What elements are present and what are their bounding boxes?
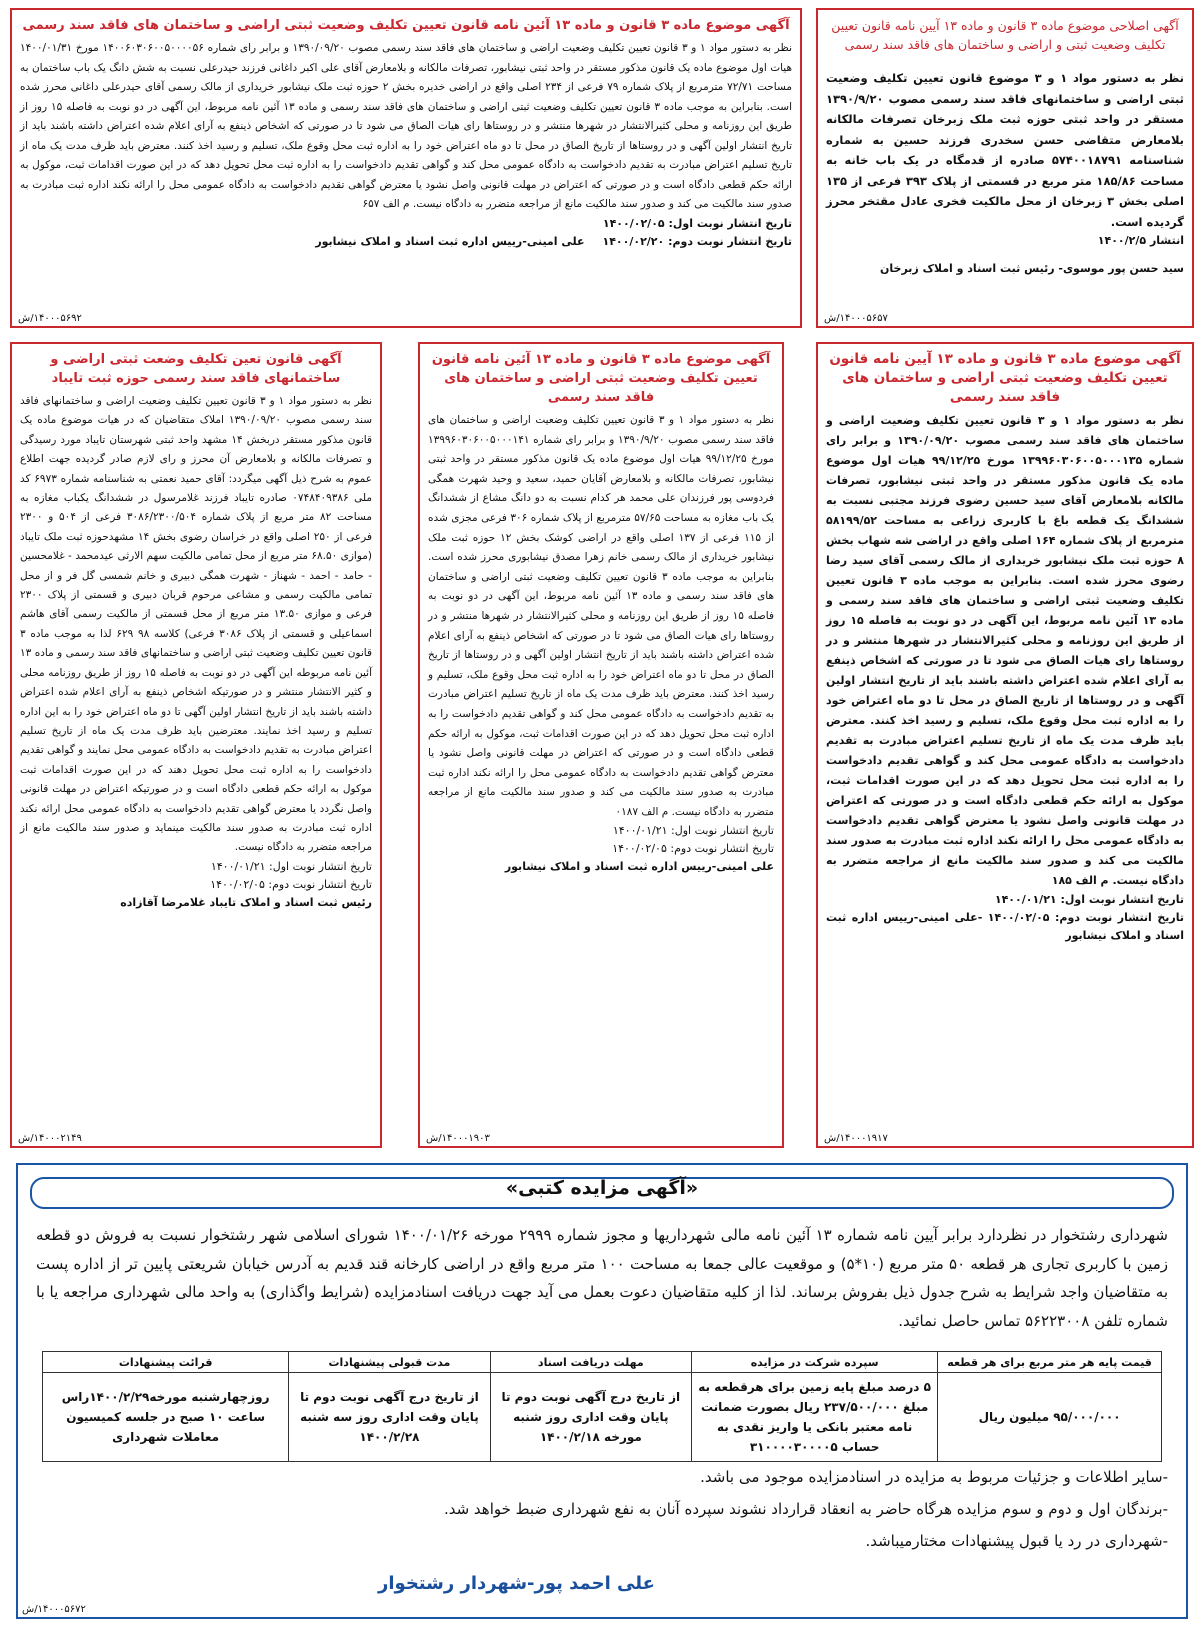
ad-date-second: تاریخ انتشار نوبت دوم: ۱۴۰۰/۰۲/۰۵ (612, 842, 774, 856)
table-header: مهلت دریافت اسناد (490, 1352, 691, 1373)
ad-nishabur-ferdowsipour (418, 342, 784, 1148)
table-cell: روزچهارشنبه مورخه۱۴۰۰/۲/۲۹راس ساعت ۱۰ صبح در جلسه کمیسیون معاملات شهرداری (43, 1373, 289, 1462)
ad-title: آگهی قانون تعین تکلیف وضعت ثبتی اراضی و ساختمانهای فاقد سند رسمی حوزه ثبت تایباد (50, 352, 342, 386)
table-cell: ۹۵/۰۰۰/۰۰۰ میلیون ریال (938, 1373, 1162, 1462)
ad-taybad (10, 342, 382, 1148)
ad-signer: علی امینی-رییس اداره ثبت اسناد و املاک نیشابور (315, 234, 585, 248)
ad-body: نظر به دستور مواد ۱ و ۳ قانون تعیین تکلیف وضعیت اراضی و ساختمان های فاقد سند رسمی مصوب ۱۳۹۰/۰۹/۲۰ و برابر رای شماره ۱۳۹۹۶۰۳۰۶۰۰۵۰۰۰۱۳۵ مورخ ۹۹/۱۲/۲۵ هیات اول موضوع ماده یک قانون مذکور مستقر در واحد ثبتی نیشابور، تصرفات مالکانه بلامعارض آقای سید حسین رضوی فرزند مجتبی نسبت به ششدانگ یک قطعه باغ با کاربری زراعی به مساحت ۵۸۱۹۹/۵۲ مترمربع از پلاک شماره ۱۶۴ اصلی واقع در اراضی شه شهاب بخش ۸ حوزه ثبت ملک نیشابور خریداری از مالک رسمی آقای سید رضا رضوی محرز شده است. بنابراین به موجب ماده ۳ قانون تعیین تکلیف وضعیت ثبتی اراضی و ساختمان های فاقد سند رسمی و ماده ۱۳ آئین نامه مربوط، این آگهی در دو نوبت به فاصله ۱۵ روز از طریق این روزنامه و محلی کثیرالانتشار در شهرها منتشر و در روستاها رای هیات الصاق می شود تا در صورتی که اشخاص ذینفع به آرای اعلام شده اعتراض داشته باشند باید از تاریخ انتشار اولین آگهی و در روستاها از تاریخ الصاق در محل تا دو ماه اعتراض خود را به اداره ثبت محل وقوع ملک، تسلیم و رسید اخذ کنند. معترض باید ظرف مدت یک ماه از تاریخ تسلیم اعتراض مبادرت به تقدیم دادخواست به دادگاه عمومی محل کند و گواهی تقدیم دادخواست را به اداره ثبت محل تحویل دهد که در این صورت اقدامات ثبت، موکول به ارائه حکم قطعی دادگاه است و در صورتی که اعتراض در مهلت قانونی واصل نشود یا معترض گواهی تقدیم دادخواست به دادگاه عمومی محل را ارائه نکند اداره ثبت مبادرت به صدور سند مالکیت می کند و صدور سند مالکیت مانع از مراجعه متضرر به دادگاه نیست. م الف ۱۸۵ (826, 414, 1184, 887)
ad-date: انتشار ۱۴۰۰/۲/۵ (1097, 234, 1184, 247)
ad-nishabur-daghani (10, 8, 802, 328)
table-cell: ۵ درصد مبلغ پایه زمین برای هرقطعه به مبلغ ۲۳۷/۵۰۰/۰۰۰ ریال بصورت ضمانت نامه معتبر بانکی یا واریز نقدی به حساب ۳۱۰۰۰۰۳۰۰۰۰۵ (692, 1373, 938, 1462)
table-header: قیمت پایه هر متر مربع برای هر قطعه (938, 1352, 1162, 1373)
ad-code: ۱۴۰۰۰۲۱۴۹/ش (18, 1133, 82, 1144)
ad-footer (20, 233, 792, 251)
ad-date-first: تاریخ انتشار نوبت اول: ۱۴۰۰/۰۲/۰۵ (602, 216, 792, 230)
auction-note: -سایر اطلاعات و جزئیات مربوط به مزایده در اسنادمزایده موجود می باشد. (700, 1468, 1168, 1486)
ad-signer: رئیس ثبت اسناد و املاک تایباد غلامرضا آقازاده (120, 895, 372, 909)
ad-title: آگهی موضوع ماده ۳ قانون و ماده ۱۳ آئین نامه قانون تعیین تکلیف وضعیت ثبتی اراضی و ساختمان های فاقد سند رسمی (22, 18, 790, 33)
ad-code: ۱۴۰۰۰۵۶۹۲/ش (18, 313, 82, 324)
ad-date-first: تاریخ انتشار نوبت اول: ۱۴۰۰/۰۱/۲۱ (210, 859, 372, 873)
ad-code: ۱۴۰۰۰۱۹۰۳/ش (426, 1133, 490, 1144)
auction-ad (16, 1163, 1188, 1619)
ad-nishabur-razavi (816, 342, 1194, 1148)
ad-dates (20, 215, 792, 233)
ad-date-first: تاریخ انتشار نوبت اول: ۱۴۰۰/۰۱/۲۱ (612, 824, 774, 838)
auction-notes (36, 1461, 1168, 1557)
ad-title: آگهی موضوع ماده ۳ قانون و ماده ۱۳ آیین نامه قانون تعیین تکلیف وضعیت ثبتی اراضی و ساختمان های فاقد سند رسمی (829, 351, 1181, 405)
table-header-row (43, 1352, 1162, 1373)
table-header: سپرده شرکت در مزایده (692, 1352, 938, 1373)
auction-table (42, 1351, 1162, 1462)
table-row (43, 1373, 1162, 1462)
ad-body: نظر به دستور مواد ۱ و ۳ قانون تعیین تکلیف وضعیت اراضی و ساختمان های فاقد سند رسمی مصوب ۱۳۹۰/۰۹/۲۰ و برابر رای شماره ۱۴۰۰۶۰۳۰۶۰۰۵۰۰۰۰۵۶ مورخ ۱۴۰۰/۰۱/۳۱ هیات اول موضوع ماده یک قانون مذکور مستقر در واحد ثبتی نیشابور، تصرفات مالکانه و بلامعارض آقای علی اکبر داغانی فرزند حیدرعلی نسبت به شش دانگ یک باب ساختمان به مساحت ۷۲/۷۱ مترمربع از پلاک شماره ۷۹ فرعی از ۲۳۴ اصلی واقع در اراضی خدیره بخش ۲ حوزه ثبت ملک نیشابور خریداری از مالک رسمی آقای حیدرعلی داغانی محرز شده است. بنابراین به موجب ماده ۳ قانون تعیین تکلیف وضعیت ثبتی اراضی و ساختمان های فاقد سند رسمی و ماده ۱۳ آئین نامه مربوط، این آگهی در دو نوبت به فاصله ۱۵ روز از طریق این روزنامه و محلی کثیرالانتشار در شهرها منتشر و در روستاها رای هیات الصاق می شود تا در صورتی که اشخاص ذینفع به آرای اعلام شده اعتراض داشته باشند باید از تاریخ انتشار اولین آگهی و در روستاها از تاریخ الصاق در محل تا دو ماه اعتراض خود را به اداره ثبت محل وقوع ملک، تسلیم و رسید اخذ کنند. معترض باید ظرف مدت یک ماه از تاریخ تسلیم اعتراض مبادرت به تقدیم دادخواست به دادگاه عمومی محل کند و گواهی تقدیم دادخواست را به اداره ثبت محل تحویل دهد که در این صورت اقدامات ثبت، موکول به ارائه حکم قطعی دادگاه است و در صورتی که اعتراض در مهلت قانونی واصل نشود یا معترض گواهی تقدیم دادخواست به دادگاه عمومی محل را ارائه نکند اداره ثبت مبادرت به صدور سند مالکیت می کند و صدور سند مالکیت مانع از مراجعه متضرر به دادگاه نیست. م الف ۶۵۷ (20, 42, 792, 210)
ad-code: ۱۴۰۰۰۵۶۵۷/ش (824, 313, 888, 324)
ad-signer: سید حسن پور موسوی- رئیس ثبت اسناد و املاک زبرخان (880, 262, 1184, 275)
auction-code: ۱۴۰۰۰۵۶۷۲/ش (22, 1604, 86, 1615)
table-cell: از تاریخ درج آگهی نوبت دوم تا پایان وقت اداری روز شنبه مورخه ۱۴۰۰/۲/۱۸ (490, 1373, 691, 1462)
ad-title: آگهی موضوع ماده ۳ قانون و ماده ۱۳ آئین نامه قانون تعیین تکلیف وضعیت ثبتی اراضی و ساختمان های فاقد سند رسمی (431, 352, 771, 405)
auction-text: شهرداری رشتخوار در نظردارد برابر آیین نامه شماره ۱۳ آئین نامه مالی شهرداریها و مجوز شماره ۲۹۹۹ مورخه ۱۴۰۰/۰۱/۲۶ شورای اسلامی شهر رشتخوار نسبت به فروش دو قطعه زمین با کاربری تجاری هر قطعه ۵۰ متر مربع (۱۰*۵) و موقعیت عالی جمعا به مساحت ۱۰۰ متر مربع واقع در اراضی کارخانه قند قدیم به آدرس خیابان شریعتی پایین تر از اداره پست به متقاضیان واجد شرایط به شرح جدول ذیل بفروش برساند. لذا از کلیه متقاضیان دعوت بعمل می آید جهت دریافت اسنادمزایده (شرایط واگذاری) به واحد مالی شهرداری مراجعه یا با شماره تلفن ۵۶۲۲۳۰۰۸ تماس حاصل نمائید. (36, 1226, 1169, 1330)
auction-signer: علی احمد پور-شهردار رشتخوار (378, 1573, 655, 1594)
ad-body: نظر به دستور مواد ۱ و ۳ موضوع قانون تعیین تکلیف وضعیت ثبتی اراضی و ساختمانهای فاقد سند رسمی مصوب ۱۳۹۰/۹/۲۰ مستقر در واحد ثبتی حوزه ثبت ملک زبرخان تصرفات مالکانه بلامعارض متقاضی حسن سخدری فرزند حسین به شماره شناسنامه ۵۷۴۰۰۱۸۷۹۱ صادره از قدمگاه در یک باب خانه به مساحت ۱۸۵/۸۶ متر مربع در قسمتی از پلاک ۳۹۳ فرعی از ۱۳۵ اصلی بخش ۳ زبرخان از محل مالکیت فخری عادل مقتخر محرز گردیده است. (826, 71, 1185, 229)
table-header: مدت قبولی پیشنهادات (289, 1352, 490, 1373)
ad-code: ۱۴۰۰۰۱۹۱۷/ش (824, 1133, 888, 1144)
table-cell: از تاریخ درج آگهی نوبت دوم تا پایان وقت اداری روز سه شنبه ۱۴۰۰/۲/۲۸ (289, 1373, 490, 1462)
ad-body: نظر به دستور مواد ۱ و ۳ قانون تعیین تکلیف وضعیت اراضی و ساختمان های فاقد سند رسمی مصوب ۱۳۹۰/۹/۲۰ و برابر رای شماره ۱۳۹۹۶۰۳۰۶۰۰۵۰۰۰۱۴۱ مورخ ۹۹/۱۲/۲۵ هیات اول موضوع ماده یک قانون مذکور مستقر در واحد ثبتی نیشابور، تصرفات مالکانه و بلامعارض آقایان حمید، سعید و وحید شهرت همگی فردوسی پور فرزندان علی محمد هر کدام نسبت به دو دانگ مشاع از ششدانگ یک باب مغازه به مساحت ۵۷/۶۵ مترمربع از پلاک شماره ۳۰۶ فرعی مجزی شده از ۱۱۵ فرعی از ۱۳۷ اصلی واقع در اراضی کوشک بخش ۱۲ حوزه ثبت ملک نیشابور خریداری از مالک رسمی خانم زهرا مصدق نیشابوری محرز شده است. بنابراین به موجب ماده ۳ قانون تعیین تکلیف وضعیت ثبتی اراضی و ساختمان های فاقد سند رسمی و ماده ۱۳ آئین نامه مربوط، این آگهی در دو نوبت به فاصله ۱۵ روز از طریق این روزنامه و محلی کثیرالانتشار در شهرها منتشر و در روستاها رای هیات الصاق می شود تا در صورتی که اشخاص ذینفع به آرای اعلام شده اعتراض داشته باشند باید از تاریخ انتشار اولین آگهی و در روستاها از تاریخ الصاق در محل تا دو ماه اعتراض خود را به اداره ثبت محل وقوع ملک، تسلیم و رسید اخذ کنند. معترض باید ظرف مدت یک ماه از تاریخ تسلیم اعتراض مبادرت به تقدیم دادخواست به دادگاه عمومی محل کند و گواهی تقدیم دادخواست را به اداره ثبت محل تحویل دهد که در این صورت اقدامات ثبت، موکول به ارائه حکم قطعی دادگاه است و در صورتی که اعتراض در مهلت قانونی واصل نشود یا معترض گواهی تقدیم دادخواست به دادگاه عمومی محل را ارائه نکند اداره ثبت مبادرت به صدور سند مالکیت می کند و صدور سند مالکیت مانع از مراجعه متضرر به دادگاه نیست. م الف ۰۱۸۷ (428, 414, 775, 818)
ad-date-second: تاریخ انتشار نوبت دوم: ۱۴۰۰/۰۲/۰۵ -علی امینی-رییس اداره ثبت اسناد و املاک نیشابور (826, 911, 1184, 942)
ad-date-second: تاریخ انتشار نوبت دوم: ۱۴۰۰/۰۲/۰۵ (210, 877, 372, 891)
ad-signer: علی امینی-رییس اداره ثبت اسناد و املاک نیشابور (504, 860, 774, 874)
ad-body: نظر به دستور مواد ۱ و ۳ قانون تعیین تکلیف وضعیت اراضی و ساختمانهای فاقد سند رسمی مصوب ۱۳۹۰/۰۹/۲۰ املاک متقاضیان که در هیات موضوع ماده یک قانون مذکور مستقر دربخش ۱۴ مشهد واحد ثبتی شهرستان تایباد مورد رسیدگی و تصرفات مالکانه و بلامعارض آن محرز و رای لازم صادر گردیده جهت اطلاع عموم به شرح ذیل آگهی میگردد: آقای حمید نعمتی به شناسنامه شماره ۶۹۷۳ کد ملی ۰۷۴۸۴۰۹۳۸۶ صادره تایباد فرزند غلامرسول در ششدانگ یکباب مغازه به مساحت ۸۲ متر مربع از پلاک شماره ۳۰۸۶/۲۳۰۰/۵۰۴ فرعی از ۵۰۴ و ۲۳۰۰ فرعی از ۲۵۰ اصلی واقع در خراسان رضوی بخش ۱۴ مشهدحوزه ثبت ملک تایباد (موازی ۶۸.۵۰ متر مربع از محل تمامی مالکیت سهم الارثی عیدمحمد - غلامحسین - حامد - احمد - شهناز - شهرت همگی دبیری و خانم شمسی گل فر و از محل تمامی مالکیت رسمی و مشاعی مرحوم قربان دبیری و قسمتی از پلاک ۲۳۰۰ فرعی و موازی ۱۳.۵۰ متر مربع از محل قسمتی از مالکیت رسمی آقای هاشم اسماعیلی و قسمتی از پلاک ۳۰۸۶ فرعی) کلاسه ۹۸ ۶۲۹ لذا به موجب ماده ۳ قانون تعیین تکلیف وضعیت ثبتی اراضی و ساختمانهای فاقد سند رسمی و ماده ۱۳ آئین نامه مربوطه این آگهی در دو نوبت به فاصله ۱۵ روز از طریق روزنامه محلی و کثیر الانتشار منتشر و در صورتیکه اشخاص ذینفع به آرای اعلام شده اعتراض داشته باشند باید از تاریخ انتشار اولین آگهی تا دو ماه اعتراض خود را به این اداره تسلیم و رسید اخذ نمایند. معترضین باید ظرف مدت یک ماه از تاریخ تسلیم اعتراض مبادرت به تقدیم دادخواست به دادگاه عمومی محل نمایند و گواهی تقدیم دادخواست را به اداره ثبت محل تحویل دهند که در این صورت اقدامات ثبت موکول به ارائه حکم قطعی دادگاه است و در صورتیکه اعتراض در مهلت قانونی واصل نگردد یا معترض گواهی تقدیم دادخواست به دادگاه عمومی محل ارائه نکند اداره ثبت مبادرت به صدور سند مالکیت مینماید و صدور سند مالکیت مانع از مراجعه متضرر به دادگاه نیست. (20, 395, 373, 854)
table-header: قرائت پیشنهادات (43, 1352, 289, 1373)
auction-note: -شهرداری در رد یا قبول پیشنهادات مختارمیباشد. (865, 1532, 1168, 1550)
ad-title: آگهی اصلاحی موضوع ماده ۳ قانون و ماده ۱۳ آیین نامه قانون تعیین تکلیف وضعیت ثبتی و اراضی و ساختمان های فاقد سند رسمی (831, 18, 1179, 52)
ad-date-second: تاریخ انتشار نوبت دوم: ۱۴۰۰/۰۲/۲۰ (602, 234, 792, 248)
auction-note: -برندگان اول و دوم و سوم مزایده هرگاه حاضر به انعقاد قرارداد نشوند سپرده آنان به نفع شهرداری ضبط خواهد شد. (443, 1500, 1168, 1518)
auction-heading: «آگهی مزایده کتبی» (505, 1177, 699, 1199)
ad-zebarkhan-correction (816, 8, 1194, 328)
ad-date-first: تاریخ انتشار نوبت اول: ۱۴۰۰/۰۱/۲۱ (994, 893, 1184, 906)
auction-heading-frame (30, 1177, 1174, 1209)
